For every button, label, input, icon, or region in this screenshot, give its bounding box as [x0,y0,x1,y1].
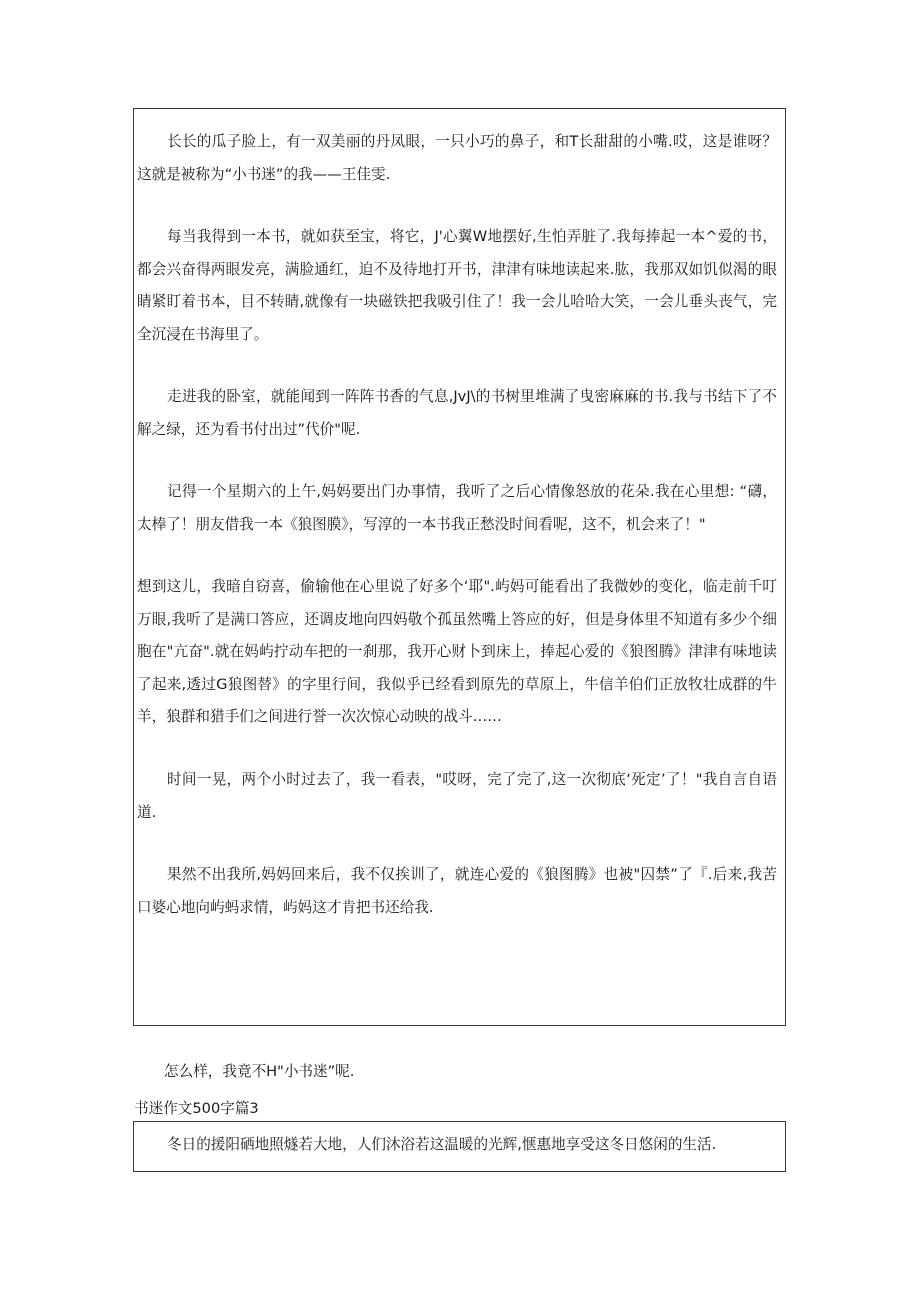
essay-3-paragraph-1: 冬日的援阳硒地照燧若大地，人们沐浴若这温暖的光辉,惬惠地享受这冬日悠闲的生活. [167,1136,717,1153]
paragraph-1: 长长的瓜子脸上，有一双美丽的丹凤眼，一只小巧的鼻子，和T长甜甜的小嘴.哎，这是谁呀？这就是被称为“小书迷”的我——王佳雯. [137,133,777,183]
paragraph-3: 走进我的卧室，就能闻到一阵阵书香的气息,JvJ\的书树里堆满了曳密麻麻的书.我与书结下了不解之绿，还为看书付出过”代价"呢. [137,388,777,438]
section-heading: 书迷作文500字篇3 [134,1100,259,1117]
paragraph-2: 每当我得到一本书，就如获至宝，将它，J'心翼W地摆好,生怕弄脏了.我每捧起一本^爱的书，都会兴奋得两眼发亮，满脸通红，迫不及待地打开书，津津有味地读起来.肱，我那双如饥似渴的眼睛紧盯着书本，目不转睛,就像有一块磁铁把我吸引住了！我一会儿哈哈大笑，一会儿垂头丧气，完全沉浸在书海里了。 [137,228,777,343]
paragraph-4: 记得一个星期六的上午,妈妈要出门办事情，我听了之后心情像怒放的花朵.我在心里想: “礴，太棒了！朋友借我一本《狼图膜》，写淳的一本书我正愁没时间看呢，这不，机会来了！" [137,483,777,533]
closing-line: 怎么样，我竟不H"小书迷”呢. [164,1063,355,1080]
essay-text-box [133,108,786,1026]
essay-3-text-box [133,1121,786,1172]
paragraph-5: 想到这儿，我暗自窃喜，偷输他在心里说了好多个‘耶".屿妈可能看出了我微妙的变化，临走前千叮万眼,我听了是满口答应，还调皮地向四妈敬个孤虽然嘴上答应的好，但是身体里不知道有多少个细胞在"亢奋".就在妈屿拧动车把的一刹那，我开心财卜到床上，捧起心爱的《狼图腾》津津有味地读了起来,透过G狼图替》的字里行间，我似乎已经看到原先的草原上，牛信羊伯们正放牧壮成群的牛羊，狼群和猎手们之间进行誉一次次惊心动映的战斗…… [137,578,777,725]
paragraph-7: 果然不出我所,妈妈回来后，我不仅挨训了，就连心爱的《狼图腾》也被"囚禁”了『.后来,我苦口婆心地向屿蚂求情，屿妈这才肯把书还给我. [137,866,777,916]
paragraph-6: 时间一晃，两个小时过去了，我一看表，"哎呀，完了完了,这一次彻底‘死定’了！"我自言自语道. [137,771,777,821]
